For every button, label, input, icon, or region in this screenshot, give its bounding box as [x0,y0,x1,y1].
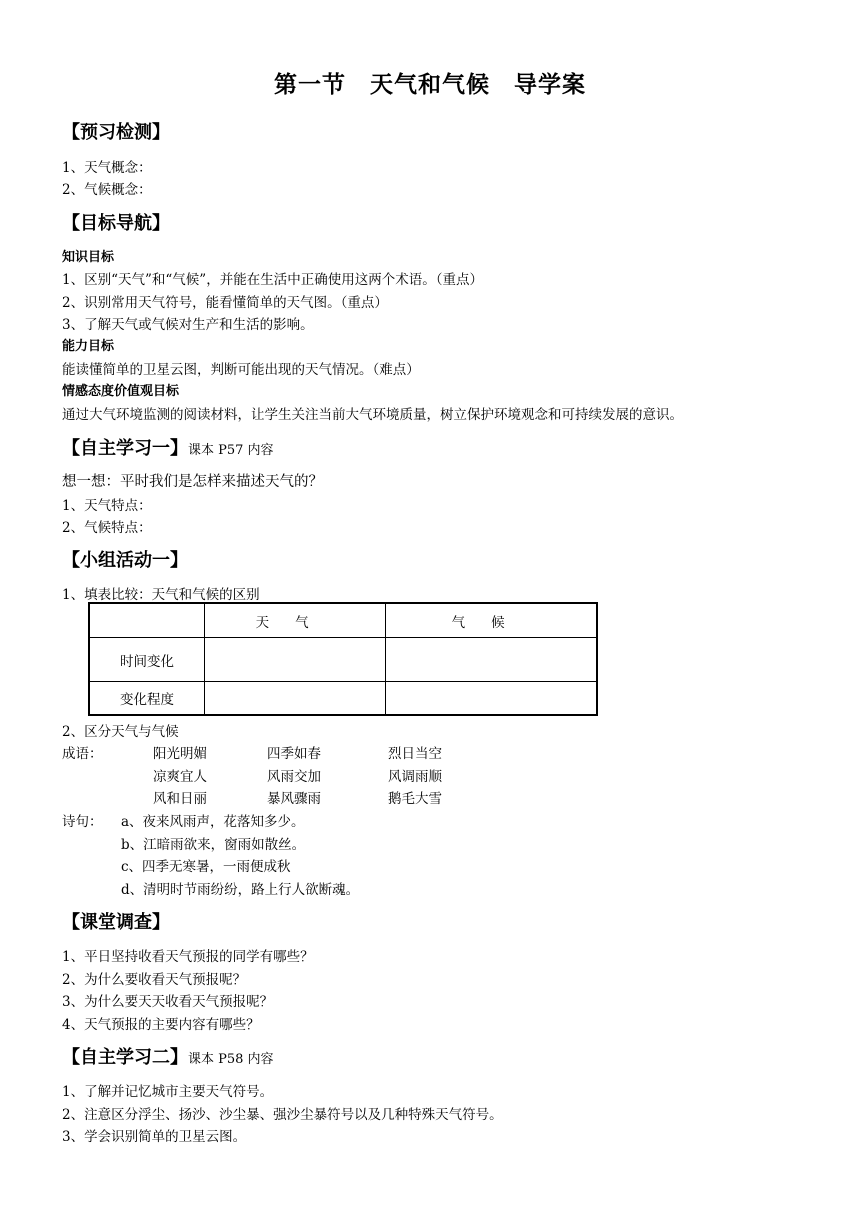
poem-label: 诗句： [62,814,103,830]
knowledge-goal-title: 知识目标 [62,250,115,265]
section-heading-survey: 【课堂调查】 [62,912,170,933]
group1-item1: 1、填表比较：天气和气候的区别 [62,587,260,603]
study1-item: 2、气候特点： [62,520,152,536]
table-header-row [89,603,597,638]
idiom: 风和日丽 [153,791,207,807]
section-heading-group1: 【小组活动一】 [62,550,188,571]
table-header-cell [89,603,205,638]
poem: d、清明时节雨纷纷，路上行人欲断魂。 [121,882,360,898]
idiom: 凉爽宜人 [153,769,207,785]
survey-item: 4、天气预报的主要内容有哪些？ [62,1017,260,1033]
table-cell [386,638,597,682]
table-cell [205,682,386,716]
preview-item: 1、天气概念： [62,160,152,176]
table-row-label: 变化程度 [89,682,205,716]
study2-item: 1、了解并记忆城市主要天气符号。 [62,1084,274,1100]
table-row [89,682,597,716]
table-cell [205,638,386,682]
page-title: 第一节 天气和气候 导学案 [274,72,586,98]
emotion-goal-text: 通过大气环境监测的阅读材料，让学生关注当前大气环境质量，树立保护环境观念和可持续发展的意识。 [62,407,683,423]
idiom: 暴风骤雨 [267,791,321,807]
survey-item: 3、为什么要天天收看天气预报呢？ [62,994,274,1010]
section-heading-preview: 【预习检测】 [62,122,170,143]
table-header-cell: 气候 [386,603,597,638]
ability-goal-title: 能力目标 [62,339,115,354]
idiom: 风调雨顺 [388,769,442,785]
poem: b、江暗雨欲来，窗雨如散丝。 [121,837,306,853]
knowledge-goal-item: 3、了解天气或气候对生产和生活的影响。 [62,317,314,333]
knowledge-goal-item: 1、区别“天气”和“气候”，并能在生活中正确使用这两个术语。（重点） [62,272,483,288]
idiom: 鹅毛大雪 [388,791,442,807]
group1-item2: 2、区分天气与气候 [62,724,179,740]
table-cell [386,682,597,716]
study2-item: 3、学会识别简单的卫星云图。 [62,1129,247,1145]
ability-goal-text: 能读懂简单的卫星云图，判断可能出现的天气情况。（难点） [62,362,420,378]
survey-item: 2、为什么要收看天气预报呢？ [62,972,247,988]
study1-heading-text: 【自主学习一】 [62,438,188,459]
idiom: 四季如春 [267,746,321,762]
preview-item: 2、气候概念： [62,182,152,198]
study1-item: 1、天气特点： [62,498,152,514]
survey-item: 1、平日坚持收看天气预报的同学有哪些？ [62,949,314,965]
idiom: 风雨交加 [267,769,321,785]
poem: a、夜来风雨声，花落知多少。 [121,814,305,830]
table-header-cell: 天气 [205,603,386,638]
section-heading-goals: 【目标导航】 [62,213,170,234]
idiom: 烈日当空 [388,746,442,762]
study1-think: 想一想：平时我们是怎样来描述天气的？ [62,474,323,490]
comparison-table [88,602,598,716]
table-row-label: 时间变化 [89,638,205,682]
study2-heading-text: 【自主学习二】 [62,1047,188,1068]
study2-item: 2、注意区分浮尘、扬沙、沙尘暴、强沙尘暴符号以及几种特殊天气符号。 [62,1107,503,1123]
study2-note: 课本 P58 内容 [188,1052,274,1067]
idiom-label: 成语： [62,746,103,762]
section-heading-study2 [62,1043,274,1069]
idiom: 阳光明媚 [153,746,207,762]
study1-note: 课本 P57 内容 [188,443,274,458]
section-heading-study1 [62,434,274,460]
emotion-goal-title: 情感态度价值观目标 [62,384,180,399]
poem: c、四季无寒暑，一雨便成秋 [121,859,291,875]
knowledge-goal-item: 2、识别常用天气符号，能看懂简单的天气图。（重点） [62,295,388,311]
table-row [89,638,597,682]
